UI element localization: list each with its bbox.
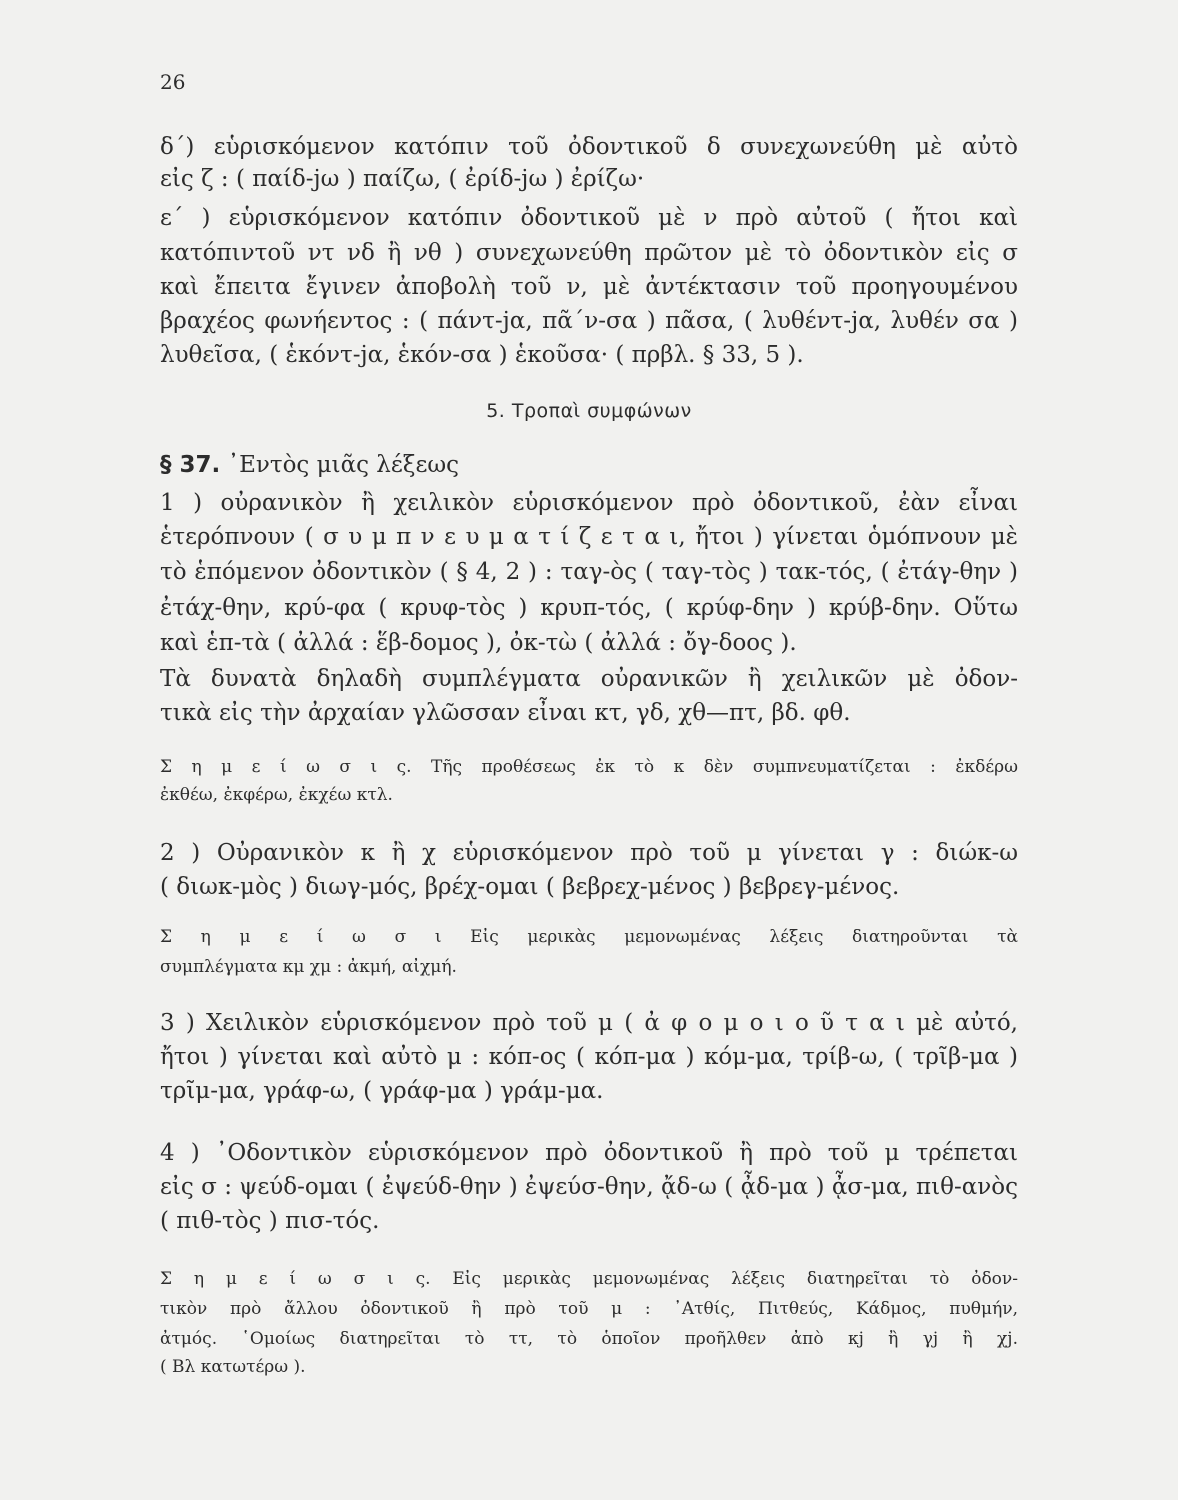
text-line: καὶ ἑπ-τὰ ( ἀλλά : ἕβ-δομος ), ὀκ-τὼ ( ἀλλά : ὄγ-δοος ). bbox=[160, 630, 797, 656]
note-line: συμπλέγματα κμ χμ : ἀκμή, αἰχμή. bbox=[160, 957, 457, 977]
section-title: ᾿Εντὸς μιᾶς λέξεως bbox=[227, 452, 460, 478]
note-line: ἀτμός. ῾Ομοίως διατηρεῖται τὸ ττ, τὸ ὁποῖον προῆλθεν ἀπὸ κj ἢ γj ἢ χj. bbox=[160, 1329, 1018, 1349]
text-line: ἑτερόπνουν ( σ υ μ π ν ε υ μ α τ ί ζ ε τ α ι, ἤτοι ) γίνεται ὁμόπνουν μὲ bbox=[160, 524, 1018, 550]
text-line: εἰς ζ : ( παίδ-jω ) παίζω, ( ἐρίδ-jω ) ἐρίζω· bbox=[160, 166, 645, 192]
text-line: ἤτοι ) γίνεται καὶ αὐτὸ μ : κόπ-ος ( κόπ-μα ) κόμ-μα, τρίβ-ω, ( τρῖβ-μα ) bbox=[160, 1044, 1018, 1070]
note-line: τικὸν πρὸ ἄλλου ὀδοντικοῦ ἢ πρὸ τοῦ μ : ᾿Ατθίς, Πιτθεύς, Κάδμος, πυθμήν, bbox=[160, 1299, 1018, 1319]
text-line: κατόπιντοῦ ντ νδ ἢ νθ ) συνεχωνεύθη πρῶτον μὲ τὸ ὀδοντικὸν εἰς σ bbox=[160, 240, 1018, 266]
text-line: 2 ) Οὐρανικὸν κ ἢ χ εὑρισκόμενον πρὸ τοῦ μ γίνεται γ : διώκ-ω bbox=[160, 840, 1018, 866]
section-number: § 37. bbox=[160, 452, 221, 478]
text-line: καὶ ἔπειτα ἔγινεν ἀποβολὴ τοῦ ν, μὲ ἀντέκτασιν τοῦ προηγουμένου bbox=[160, 274, 1018, 300]
text-line: τρῖμ-μα, γράφ-ω, ( γράφ-μα ) γράμ-μα. bbox=[160, 1078, 604, 1104]
section-heading: 5. Τροπαὶ συμφώνων bbox=[486, 400, 692, 422]
text-line: ἐτάχ-θην, κρύ-φα ( κρυφ-τὸς ) κρυπ-τός, ( κρύφ-δην ) κρύβ-δην. Οὕτω bbox=[160, 595, 1018, 621]
text-line: λυθεῖσα, ( ἑκόντ-jα, ἑκόν-σα ) ἑκοῦσα· ( πρβλ. § 33, 5 ). bbox=[160, 342, 804, 368]
text-line: ε΄ ) εὑρισκόμενον κατόπιν ὀδοντικοῦ μὲ ν πρὸ αὐτοῦ ( ἤτοι καὶ bbox=[160, 205, 1018, 231]
note-line: Σ η μ ε ί ω σ ι Εἰς μερικὰς μεμονωμένας λέξεις διατηροῦνται τὰ bbox=[160, 927, 1018, 947]
note-line: Σ η μ ε ί ω σ ι ς. Τῆς προθέσεως ἐκ τὸ κ δὲν συμπνευματίζεται : ἐκδέρω bbox=[160, 757, 1018, 777]
text-line: 4 ) ᾿Οδοντικὸν εὑρισκόμενον πρὸ ὀδοντικοῦ ἢ πρὸ τοῦ μ τρέπεται bbox=[160, 1140, 1018, 1166]
text-line: τικὰ εἰς τὴν ἀρχαίαν γλῶσσαν εἶναι κτ, γδ, χθ—πτ, βδ. φθ. bbox=[160, 700, 851, 726]
note-line: ἐκθέω, ἐκφέρω, ἐκχέω κτλ. bbox=[160, 785, 393, 805]
text-line: δ΄) εὑρισκόμενον κατόπιν τοῦ ὀδοντικοῦ δ συνεχωνεύθη μὲ αὐτὸ bbox=[160, 134, 1018, 160]
text-line: βραχέος φωνήεντος : ( πάντ-jα, πᾶ΄ν-σα ) πᾶσα, ( λυθέντ-jα, λυθέν σα ) bbox=[160, 308, 1018, 334]
text-line: ( διωκ-μὸς ) διωγ-μός, βρέχ-ομαι ( βεβρεχ-μένος ) βεβρεγ-μένος. bbox=[160, 874, 900, 900]
text-line: τὸ ἑπόμενον ὀδοντικὸν ( § 4, 2 ) : ταγ-ὸς ( ταγ-τὸς ) τακ-τός, ( ἐτάγ-θην ) bbox=[160, 559, 1018, 585]
text-line: 3 ) Χειλικὸν εὑρισκόμενον πρὸ τοῦ μ ( ἀ φ ο μ ο ι ο ῦ τ α ι μὲ αὐτό, bbox=[160, 1010, 1018, 1036]
section-title-line bbox=[160, 450, 459, 480]
page-number: 26 bbox=[160, 70, 186, 94]
text-line: εἰς σ : ψεύδ-ομαι ( ἐψεύδ-θην ) ἐψεύσ-θην, ᾄδ-ω ( ᾆδ-μα ) ᾆσ-μα, πιθ-ανὸς bbox=[160, 1174, 1018, 1200]
note-line: Σ η μ ε ί ω σ ι ς. Εἰς μερικὰς μεμονωμένας λέξεις διατηρεῖται τὸ ὀδον- bbox=[160, 1269, 1018, 1289]
text-line: ( πιθ-τὸς ) πισ-τός. bbox=[160, 1208, 380, 1234]
note-line: ( Βλ κατωτέρω ). bbox=[160, 1357, 306, 1377]
text-line: 1 ) οὐρανικὸν ἢ χειλικὸν εὑρισκόμενον πρὸ ὀδοντικοῦ, ἐὰν εἶναι bbox=[160, 490, 1018, 516]
text-line: Τὰ δυνατὰ δηλαδὴ συμπλέγματα οὐρανικῶν ἢ χειλικῶν μὲ ὀδον- bbox=[160, 666, 1018, 692]
